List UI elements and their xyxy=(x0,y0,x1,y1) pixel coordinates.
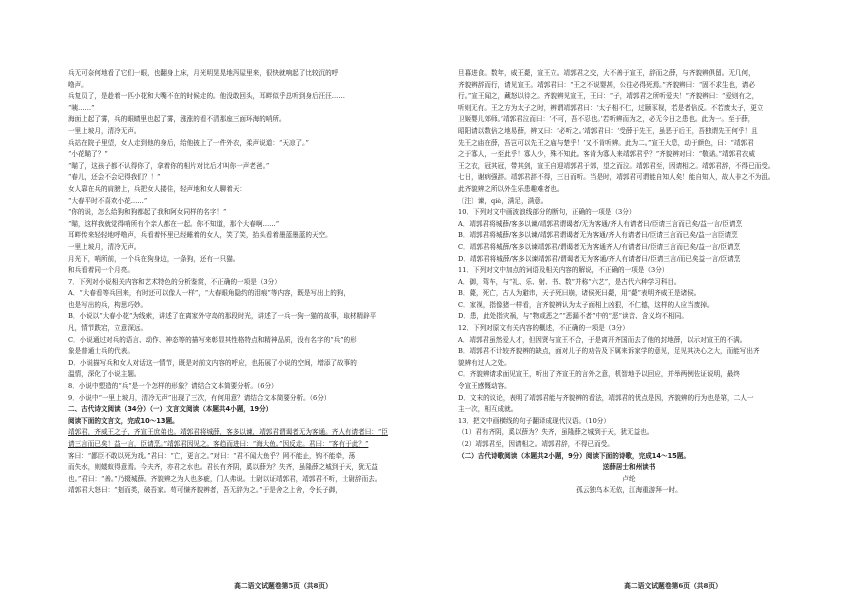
text-line: A．“大春看等兵回来，有时还可以像人一样”，“大春眼角隐约的泪痕”等内容，既是写出上的狗， xyxy=(68,289,350,298)
text-line: 主一次，相互成就。 xyxy=(458,405,518,414)
text-line: A．御，驾车，与“礼、乐、射、书、数”并称“六艺”，是古代六种学习科目。 xyxy=(458,277,681,286)
text-line: 靖郭君，齐威王之子，齐宣王庶弟也。靖郭君将城薛，客多以谏，靖郭君谓谒者无为客通。齐人有请者曰：“臣 xyxy=(68,428,388,437)
text-line: 海面上起了雾，兵的眼睛里也起了雾，涨涨的看不清那座三面环海的哨所。 xyxy=(68,115,286,124)
text-line: 耳畔传来轻轻地呼噜声，兵看着怀里已经睡着的女人，笑了笑，抬头看着墨蓝墨蓝的天空。 xyxy=(68,231,332,240)
text-line: 齐貌辨辞而行，请见宣王。靖郭君曰：“王之不说婴甚，公往必得死焉。”齐貌辨曰：“固不求生也，请必 xyxy=(458,80,755,89)
poem-line: 孤云独鸟本无依，江海重游拜一时。 xyxy=(576,486,682,495)
text-line: 靖郭君大怒曰：“刬而类，破吾家。苟可慊齐貌辨者，吾无辞为之。”于是舍之上舍，令长子御， xyxy=(68,486,342,495)
text-line: 昭阳请以数倍之地易薛，辨又曰：‘必听之。’靖郭君曰：‘受薛于先王，虽恶于后王，吾独谓先王何乎！且 xyxy=(458,126,758,135)
poem-author: 卢纶 xyxy=(622,474,636,483)
text-line: （二）古代诗歌阅读（本题共2小题，9分）阅读下面的诗歌，完成14～15题。 xyxy=(458,451,690,460)
left-text-column xyxy=(68,68,414,497)
text-line: 7．下列对小说相关内容和艺术特色的分析鉴赏，不正确的一项是（3分） xyxy=(68,277,281,286)
text-line: 13．把文中画横线的句子翻译成现代汉语。（10分） xyxy=(458,416,610,425)
text-line: D．文末的议论，表明了靖郭君能与齐貌辨的看法，靖郭君的优点是因，齐貌辨的行为也是第，二人一 xyxy=(458,393,754,402)
text-line: 之于寡人，一至此乎！寡人少，殊不知此。客肯为寡人来靖郭君乎？”齐貌辨对曰：“敬诺。”靖郭君衣威 xyxy=(458,150,755,159)
text-line: 12．下列对原文有关内容的概述，不正确的一项是（3分） xyxy=(458,324,629,333)
text-line: “春儿，还会不会记得我们？！” xyxy=(68,173,161,182)
text-line: （1）君有齐阴，奚以薛为？失齐，虽隆薛之城到于天，犹无益也。 xyxy=(458,428,654,437)
text-line: 行。”宣王闻之，藏怒以待之。齐貌辨见宣王，王曰：“子，靖郭君之所听爱夫！”齐貌辨曰：“爱则有之， xyxy=(458,92,759,101)
text-line: 也是写出的兵，构思巧妙。 xyxy=(68,300,148,309)
text-line: 卫姬婴儿郊师。’靖郭君泣而曰：‘不可，吾不忍也。’若听辨而为之，必无今日之患也。此为一。至于薛， xyxy=(458,115,755,124)
text-line: 9．小说中“一里上坡月，清冷无声”出现了三次，有何用意？请结合文本简要分析。（6分） xyxy=(68,393,331,402)
text-line: 10．下列对文中画波浪线部分的断句，正确的一项是（3分） xyxy=(458,208,636,217)
text-line: C．齐貌辨请求面见宣王，听出了齐宣王的言外之意，机智地予以回应，并举两例佐证说明，最终 xyxy=(458,370,740,379)
text-line: B．薨，死亡，古人为避讳，天子死曰崩，诸侯死曰薨，用“薨”表明齐威王是诸侯。 xyxy=(458,289,701,298)
text-line: A．靖郭君虽然爱人才，但因贤与宣王不合，于是离开齐国而去了他的封地薛，以示对宣王的不满。 xyxy=(458,335,747,344)
text-line: 也。”君曰：“善。”乃辍城薛。齐貌辨之为人也多疵，门人弗说。士尉以证靖郭君，靖郭君不听，士尉辞而去。 xyxy=(68,474,382,483)
text-line: 令宣王感慨动容。 xyxy=(458,382,511,391)
page-right xyxy=(430,0,860,608)
text-line: 象是普通士兵的代表。 xyxy=(68,347,134,356)
text-line: 二、古代诗文阅读（34分）（一）文言文阅读（本题共4小题，19分） xyxy=(68,405,273,414)
text-line: B．小说以“大春小花”为线索，讲述了在离家外守岛的那段时光，讲述了一兵一狗一猫的故事，取材精辟平 xyxy=(68,312,377,321)
text-line: “瞄，这样我就觉得哨所有个亲人都在一起。你不知道，那个大春啊……” xyxy=(68,219,280,228)
text-line: 听则无有。王之方为太子之时，辨谓靖郭君曰：‘太子相不仁，过颐豕视，若是者倍反。不若废太子，更立 xyxy=(458,103,764,112)
text-line: D．患，此处指灾祸，与“物或恶之”“恶漏不者”中的“恶”读音、含义均不相同。 xyxy=(458,312,688,321)
text-line: （2）靖郭君至，因请相之。靖郭君辞，不得已而受。 xyxy=(458,440,614,448)
page-footer-left: 高二语文试题卷第5页（共8页） xyxy=(234,582,332,590)
text-line: C．小说通过对兵的语言、动作、神态等的描写来彰显其性格特点和精神品质，没有名字的“兵”的形 xyxy=(68,335,357,344)
text-line: B．靖郭君不计较齐貌辨的缺点，面对儿子的劝告及下属来诉家学的意见，足见其决心之大，而能写出齐 xyxy=(458,347,760,356)
poem-title: 送薛居士和州读书 xyxy=(602,463,656,472)
text-line: 温情，深化了小说主题。 xyxy=(68,370,141,379)
right-text-column xyxy=(458,68,800,462)
text-line: 女人靠在兵的肩膀上，兵把女人搂住，轻声地和女人聊着天： xyxy=(68,184,247,193)
text-line: A．靖郭君将城薛/客多以谏/靖郭君谓谒者/无为客通/齐人有请者曰/臣请三言而已矣/益一言/臣请烹 xyxy=(458,219,743,228)
text-line: 旦暮进食。数年，威王薨，宣王立。靖郭君之交，大不善于宣王，辞而之薛，与齐貌辨俱留。无几何， xyxy=(458,69,755,77)
text-line: 此齐貌辨之所以外生乐患趣难者也。 xyxy=(458,184,564,193)
text-line: D．靖郭君将城薛/客多以谏靖郭君/谓谒者无为客通/齐人有请者曰/臣请三言/而已矣益一言/臣请烹 xyxy=(458,254,741,263)
text-line: 月光下，哨所前，一个兵在狗身边，一条狗，还有一只猫。 xyxy=(68,254,240,263)
text-line: 而失水，则蝼蚁得意焉。今夫齐，亦君之水也。君长有齐阴，奚以薛为？失齐，虽隆薛之城到于天，犹无益 xyxy=(68,463,378,472)
text-line: 兵无可奈何地看了它们一眼，也翻身上床，月光明晃晃地泻屋里来，很快就响起了比较沉的呼 xyxy=(68,69,339,77)
page-footer-right: 高二语文试题卷第6页（共8页） xyxy=(624,582,722,590)
text-line: “瞄了，这孩子都不认得你了，拿着你的相片对比后才叫你一声老爸。” xyxy=(68,161,270,170)
text-line: B．靖郭君将城薛/客多以谏/靖郭君谓谒者无为客通/齐人有请者曰/臣请三言而已矣/益一言臣请烹 xyxy=(458,231,738,240)
text-line: 请三言而已矣！益一言，臣请烹。”靖郭君因见之。客趋而进曰：“海大鱼。”因反走。君曰：“客有于此？” xyxy=(68,440,369,448)
text-line: 七日，谢病强辞。靖郭君辞不得，三日而听。当是时，靖郭君可谓能自知人矣！能自知人，故人非之不为沮。 xyxy=(458,173,775,182)
text-line: 兵站在院子里望，女人走到他的身后，给他披上了一件外衣，柔声说道：“天凉了。” xyxy=(68,138,309,147)
text-line: 凡，情节跌宕，立意深远。 xyxy=(68,324,148,333)
text-line: “小花瞄了？” xyxy=(68,150,108,159)
text-line: 和兵看着同一个月亮。 xyxy=(68,266,134,275)
text-line: 貌辨有过人之处。 xyxy=(458,358,511,367)
text-line: C．家视，指像猪一样看，言齐貌辨认为太子面相上凶狠，不仁德，这样的人应当废掉。 xyxy=(458,300,714,309)
text-line: 8．小说中塑造的“兵”是一个怎样的形象？请结合文本简要分析。（6分） xyxy=(68,382,278,391)
text-line: C．靖郭君将城薛/客多以谏靖郭君/谓谒者无为客通齐人/有请者曰/臣请三言而已矣/益一言/臣请烹 xyxy=(458,242,741,251)
text-line: 王之衣，冠其冠，带其剑，宣王自迎靖郭君于郊，望之而泣。靖郭君至，因请相之。靖郭君辞，不得已而受。 xyxy=(458,161,775,170)
text-line: “你的说，怎么给狗和狗都起了我和阿女同样的名字！” xyxy=(68,208,227,217)
text-line: 客曰：“鄙臣不敢以死为戏。”君曰：“亡，更言之。”对曰：“君不闻大鱼乎？网不能止，钩不能牵，荡 xyxy=(68,451,356,460)
text-line: 兵复员了，是趁着一匹小花和大嘴不在的时候走的。他没敢回头，耳畔似乎总听到身后汪汪…… xyxy=(68,92,345,101)
text-line: D．小说描写兵和女人对话这一情节，既是对前文内容的呼应，也拓展了小说的空间，增添了故事的 xyxy=(68,358,357,367)
text-line: 11．下列对文中加点的词语及相关内容的解说，不正确的一项是（3分） xyxy=(458,266,669,275)
text-line: “大春平时不喜欢小花……” xyxy=(68,196,148,205)
text-line: “咦……” xyxy=(68,103,95,112)
text-line: 〔注〕谏，qiè，满足，满意。 xyxy=(458,196,548,205)
text-line: 先王之庙在薛，吾岂可以先王之庙与楚乎！’又不肯听辨。此为二。”宣王大息，动于颜色，曰：“靖郭君 xyxy=(458,138,754,147)
text-line: 一里上坡月，清冷无声。 xyxy=(68,242,141,251)
text-line: 一里上坡月，清冷无声。 xyxy=(68,126,141,135)
text-line: 噜声。 xyxy=(68,80,88,89)
text-line: 阅读下面的文言文，完成10～13题。 xyxy=(68,416,179,425)
